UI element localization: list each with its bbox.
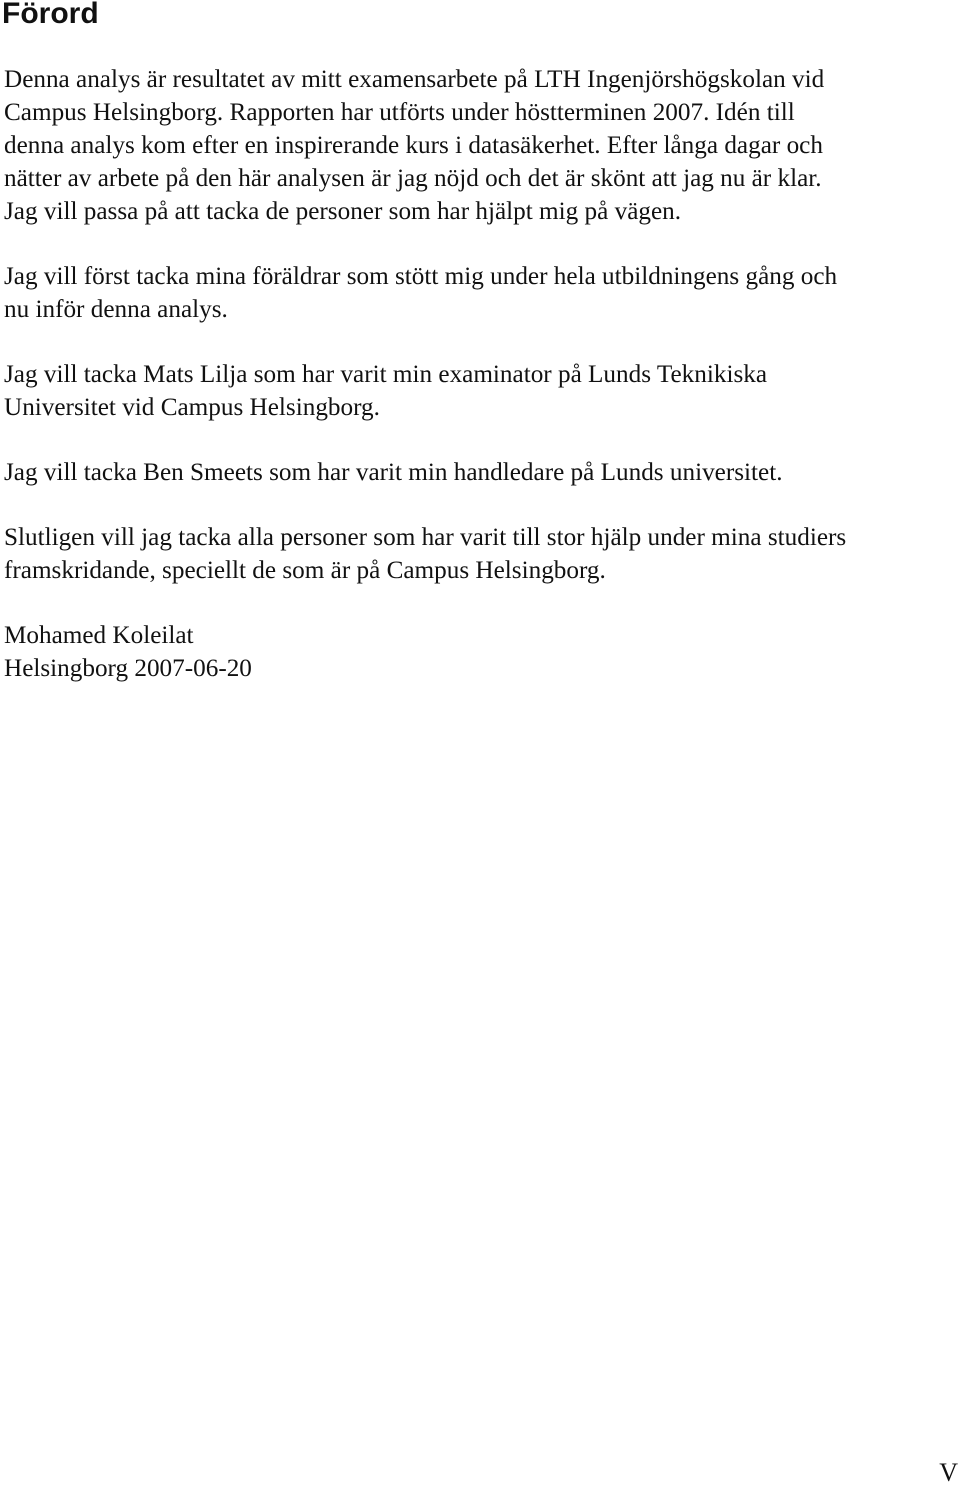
paragraph-supervisor [4, 456, 960, 489]
text-line: Slutligen vill jag tacka alla personer som har varit till stor hjälp under mina studiers [4, 524, 847, 551]
text-line: Campus Helsingborg. Rapporten har utförts under höstterminen 2007. Idén till [4, 99, 795, 126]
text-line: Jag vill först tacka mina föräldrar som stött mig under hela utbildningens gång och [4, 263, 838, 290]
paragraph-examiner [4, 358, 960, 424]
paragraph-intro [4, 63, 960, 228]
text-line: nu inför denna analys. [4, 296, 228, 323]
paragraph-final-thanks [4, 521, 960, 587]
text-line: Jag vill passa på att tacka de personer som har hjälpt mig på vägen. [4, 198, 682, 225]
paragraph-parents [4, 260, 960, 326]
signature-block [4, 619, 960, 685]
text-line: nätter av arbete på den här analysen är jag nöjd och det är skönt att jag nu är klar. [4, 165, 822, 192]
text-line: framskridande, speciellt de som är på Campus Helsingborg. [4, 557, 606, 584]
author-name: Mohamed Koleilat [4, 622, 194, 649]
page-number: V [939, 1458, 958, 1487]
text-line: Jag vill tacka Mats Lilja som har varit min examinator på Lunds Teknikiska [4, 361, 768, 388]
foreword-body [4, 63, 960, 685]
text-line: denna analys kom efter en inspirerande kurs i datasäkerhet. Efter långa dagar och [4, 132, 823, 159]
page-title: Förord [2, 0, 99, 30]
text-line: Denna analys är resultatet av mitt examensarbete på LTH Ingenjörshögskolan vid [4, 66, 825, 93]
text-line: Jag vill tacka Ben Smeets som har varit min handledare på Lunds universitet. [4, 459, 783, 486]
text-line: Universitet vid Campus Helsingborg. [4, 394, 380, 421]
place-date: Helsingborg 2007-06-20 [4, 655, 252, 682]
